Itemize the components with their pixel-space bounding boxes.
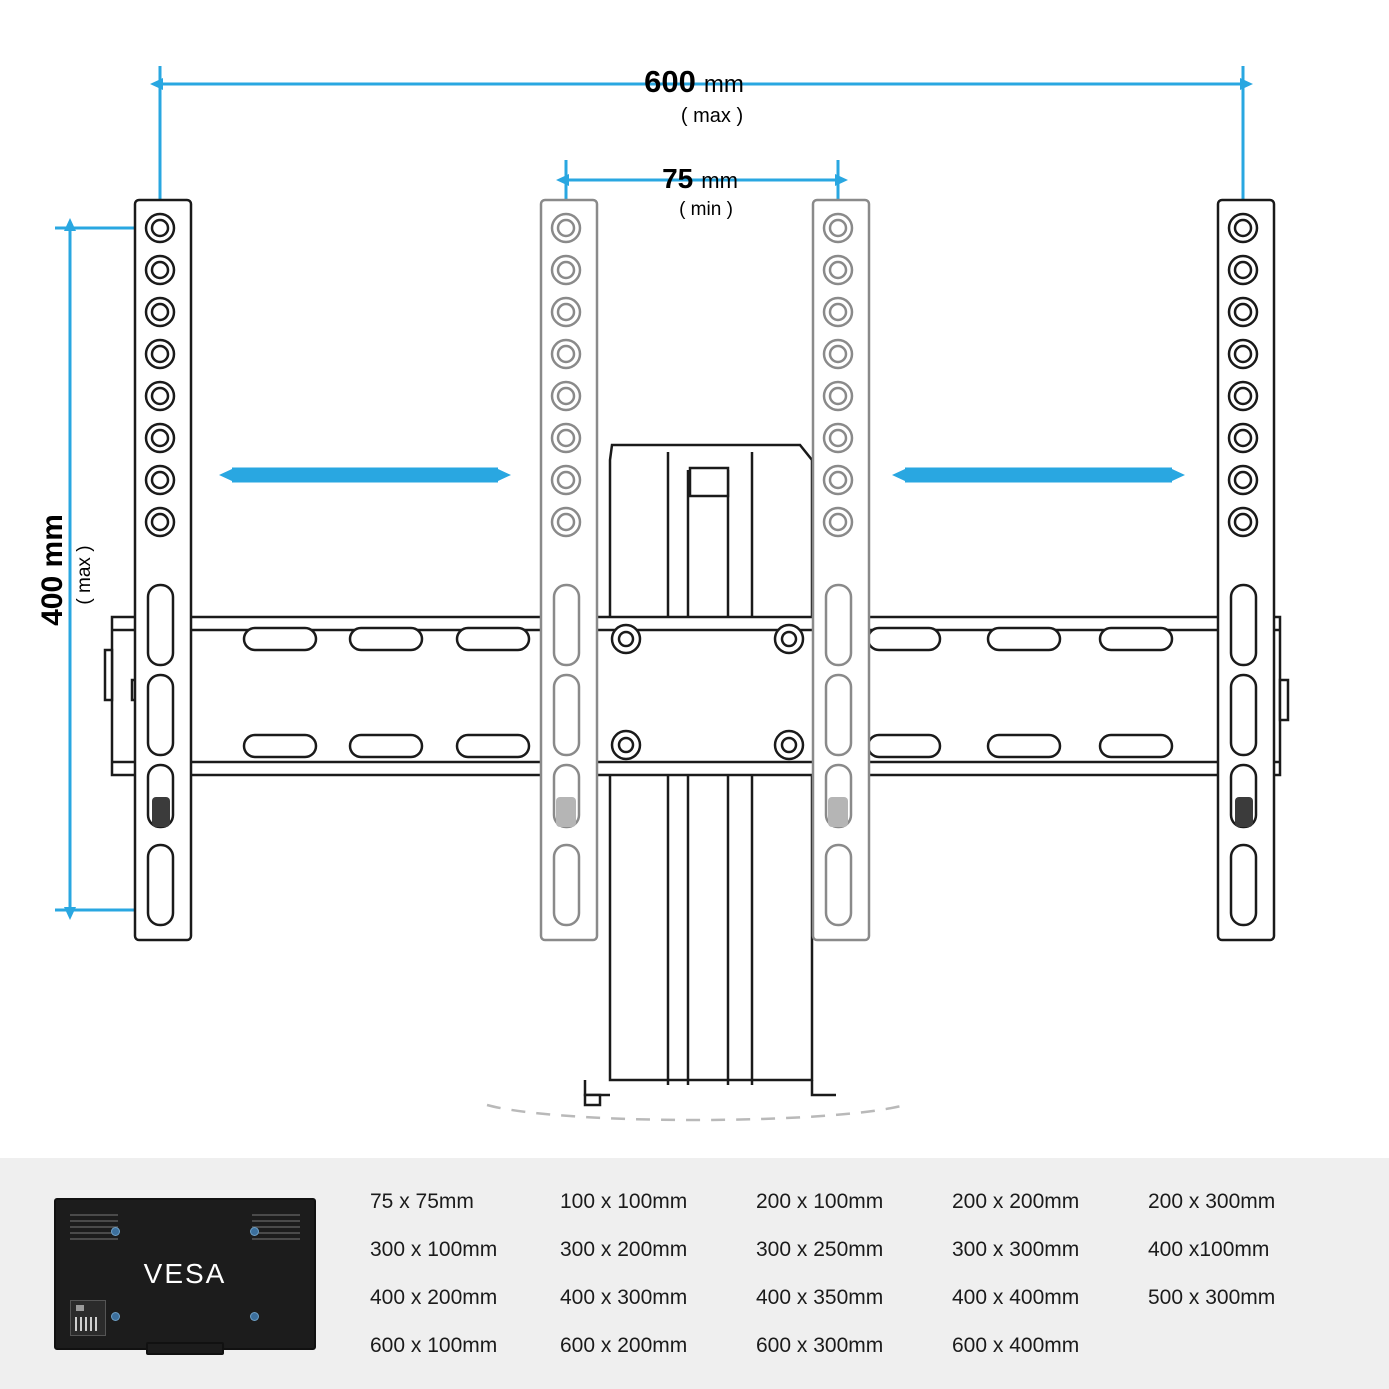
label-400mm-value: 400 mm <box>36 514 69 626</box>
vertical-rail-right-outer <box>1218 200 1274 940</box>
vesa-label: VESA <box>143 1257 227 1289</box>
tv-foot <box>146 1342 224 1355</box>
vesa-size-cell: 200 x 300mm <box>1148 1189 1276 1213</box>
label-75mm-qualifier: ( min ) <box>679 199 733 220</box>
vent-left-icon <box>70 1214 118 1240</box>
vesa-size-cell: 300 x 100mm <box>370 1237 498 1261</box>
vesa-size-cell: 400 x 400mm <box>952 1285 1080 1309</box>
vesa-hole-bottom-left <box>112 1313 119 1320</box>
vesa-size-cell: 600 x 300mm <box>756 1333 884 1357</box>
vesa-size-cell: 400 x 200mm <box>370 1285 498 1309</box>
vesa-size-cell: 200 x 100mm <box>756 1189 884 1213</box>
vesa-hole-bottom-right <box>251 1313 258 1320</box>
pins-icon <box>75 1317 99 1331</box>
vertical-rail-inner-right <box>813 200 869 940</box>
vesa-size-cell: 200 x 200mm <box>952 1189 1080 1213</box>
label-75mm-value: 75 mm <box>662 163 738 194</box>
vesa-size-cell: 400 x100mm <box>1148 1237 1270 1261</box>
label-600mm-qualifier: ( max ) <box>680 105 744 127</box>
vesa-size-cell: 300 x 200mm <box>560 1237 688 1261</box>
vesa-size-cell: 600 x 100mm <box>370 1333 498 1357</box>
table-row <box>370 1226 1349 1274</box>
label-400mm-qualifier: ( max ) <box>74 545 95 605</box>
vesa-size-cell: 75 x 75mm <box>370 1189 474 1213</box>
vent-right-icon <box>252 1214 300 1240</box>
vesa-size-cell: 300 x 300mm <box>952 1237 1080 1261</box>
port-block-icon <box>70 1300 106 1336</box>
label-600mm-value: 600 mm <box>644 64 744 99</box>
tv-base-dashed <box>487 1105 905 1120</box>
vesa-size-cell: 400 x 300mm <box>560 1285 688 1309</box>
vesa-size-cell: 300 x 250mm <box>756 1237 884 1261</box>
vesa-size-cell: 600 x 200mm <box>560 1333 688 1357</box>
vesa-tv-illustration <box>0 1158 370 1389</box>
table-row <box>370 1178 1349 1226</box>
vertical-rail-inner-left <box>541 200 597 940</box>
vesa-size-cell: 600 x 400mm <box>952 1333 1080 1357</box>
vesa-size-cell: 100 x 100mm <box>560 1189 688 1213</box>
vesa-size-cell: 400 x 350mm <box>756 1285 884 1309</box>
vesa-hole-top-left <box>112 1228 119 1235</box>
vesa-panel <box>0 1158 1389 1389</box>
vesa-hole-top-right <box>251 1228 258 1235</box>
vertical-rail-left-outer <box>135 200 191 940</box>
table-row <box>370 1274 1349 1322</box>
vesa-size-cell: 500 x 300mm <box>1148 1285 1276 1309</box>
led-icon <box>76 1305 84 1311</box>
table-row <box>370 1322 1349 1370</box>
vesa-size-table <box>370 1178 1389 1370</box>
tv-back-panel <box>54 1198 316 1350</box>
